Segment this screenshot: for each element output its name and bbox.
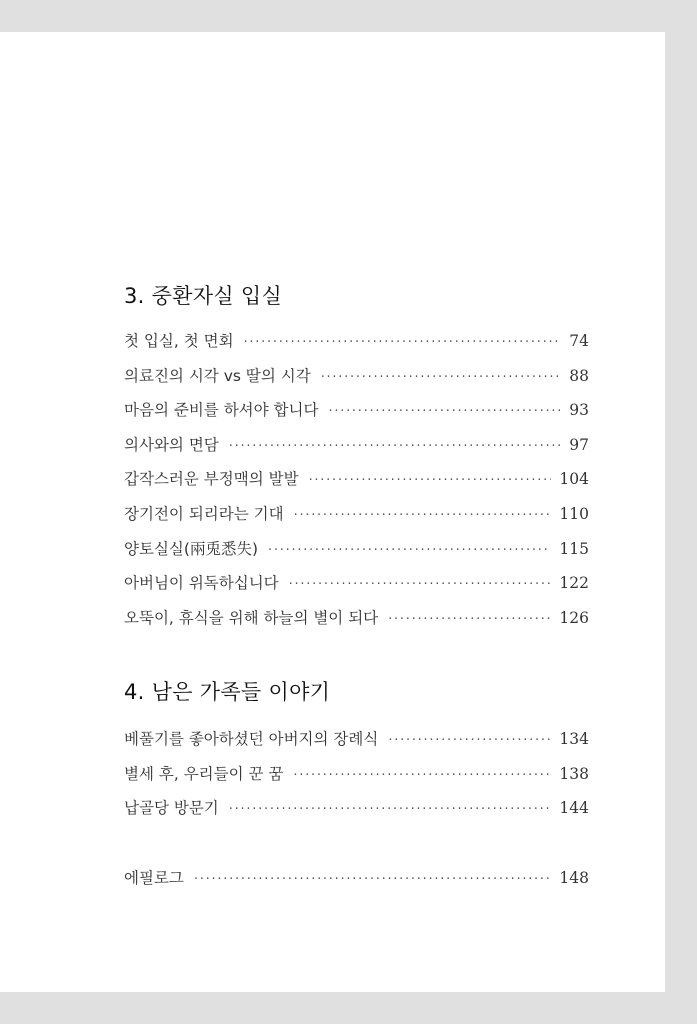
dot-leader [328, 404, 561, 419]
dot-leader [294, 508, 552, 523]
toc-entry [124, 398, 589, 433]
toc-entry-title: 납골당 방문기 [124, 799, 219, 818]
section-title-4: 4. 남은 가족들 이야기 [124, 680, 331, 704]
toc-entry-page: 126 [559, 608, 589, 627]
section-title-3: 3. 중환자실 입실 [124, 284, 283, 308]
toc-entry [124, 502, 589, 537]
toc-entry-title: 베풀기를 좋아하셨던 아버지의 장례식 [124, 730, 379, 748]
toc-entry-title: 갑작스러운 부정맥의 발발 [124, 470, 299, 489]
toc-entry [124, 467, 589, 502]
toc-list-section-4 [124, 727, 589, 831]
toc-entry-page: 138 [559, 764, 589, 783]
dot-leader [229, 802, 552, 817]
toc-entry [124, 606, 589, 641]
toc-entry [124, 762, 589, 797]
toc-entry-title: 에필로그 [124, 869, 184, 887]
toc-entry-page: 148 [559, 869, 589, 887]
book-page [0, 32, 665, 992]
dot-leader [194, 872, 552, 887]
toc-entry-page: 110 [559, 504, 589, 523]
toc-entry-page: 74 [569, 332, 589, 350]
toc-entry-title: 의료진의 시각 vs 딸의 시각 [124, 366, 311, 385]
toc-entry-title: 첫 입실, 첫 면회 [124, 332, 234, 350]
toc-entry [124, 796, 589, 831]
dot-leader [388, 733, 551, 748]
toc-entry-title: 마음의 준비를 하셔야 합니다 [124, 401, 319, 420]
toc-list-epilogue [124, 866, 589, 901]
toc-entry-title: 별세 후, 우리들이 꾼 꿈 [124, 764, 284, 783]
toc-entry-page: 104 [559, 470, 589, 489]
dot-leader [388, 612, 551, 627]
dot-leader [293, 768, 551, 783]
dot-leader [289, 577, 552, 592]
toc-entry [124, 364, 589, 399]
dot-leader [309, 473, 552, 488]
toc-entry [124, 727, 589, 762]
toc-entry-title: 장기전이 되리라는 기대 [124, 504, 284, 523]
toc-entry [124, 433, 589, 468]
toc-entry-title: 의사와의 면담 [124, 435, 219, 454]
toc-list-section-3 [124, 329, 589, 640]
toc-entry-title: 양토실실(兩兎悉失) [124, 539, 258, 558]
dot-leader [229, 439, 562, 454]
toc-entry [124, 537, 589, 572]
toc-entry-title: 아버님이 위독하십니다 [124, 574, 279, 593]
toc-entry-page: 88 [569, 366, 589, 385]
toc-entry-epilogue [124, 866, 589, 901]
toc-entry-page: 144 [559, 799, 589, 818]
toc-entry-page: 115 [559, 539, 589, 558]
toc-entry [124, 571, 589, 606]
toc-entry-page: 122 [559, 574, 589, 593]
dot-leader [268, 543, 551, 558]
toc-entry-page: 134 [559, 730, 589, 748]
toc-entry-title: 오뚝이, 휴식을 위해 하늘의 별이 되다 [124, 608, 379, 627]
dot-leader [321, 370, 562, 385]
toc-entry-page: 97 [569, 435, 589, 454]
toc-entry-page: 93 [569, 401, 589, 420]
dot-leader [244, 335, 562, 350]
toc-entry [124, 329, 589, 364]
